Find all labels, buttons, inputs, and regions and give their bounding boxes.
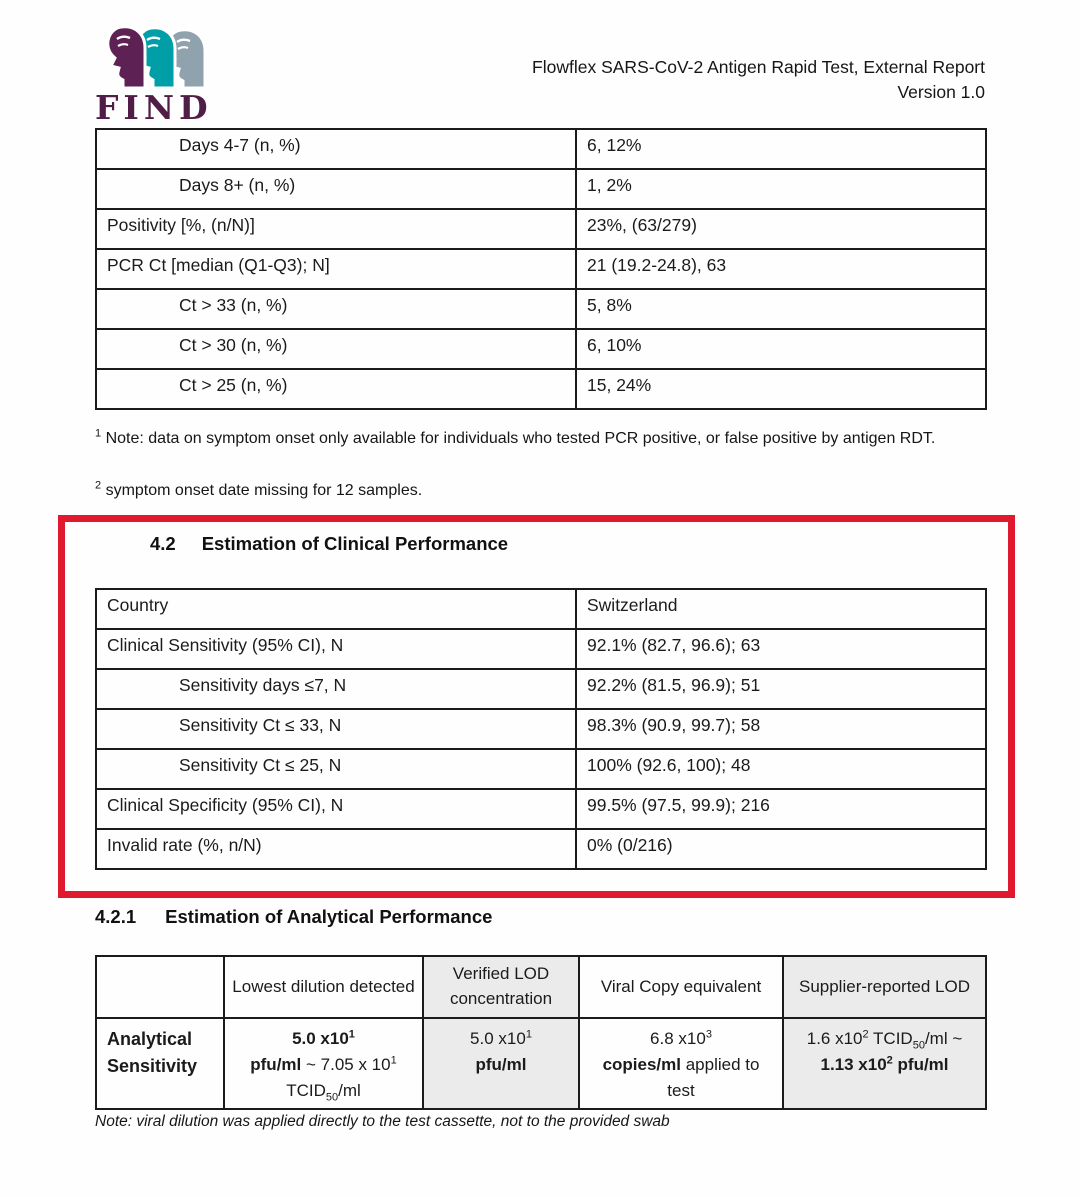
row-label: Country [96,589,576,629]
table-row [96,709,986,749]
row-label: Sensitivity days ≤7, N [96,669,576,709]
table-row [96,169,986,209]
section-title: Estimation of Clinical Performance [201,533,509,554]
row-label: Ct > 25 (n, %) [96,369,576,409]
table-row [96,369,986,409]
header-cell-empty [96,956,224,1018]
footnote-marker: 1 [95,427,102,440]
row-value: 92.2% (81.5, 96.9); 51 [576,669,986,709]
row-label: Positivity [%, (n/N)] [96,209,576,249]
row-label: PCR Ct [median (Q1-Q3); N] [96,249,576,289]
footnote-2 [95,480,957,502]
header-cell-verified-lod: Verified LOD concentration [423,956,579,1018]
row-value: 92.1% (82.7, 96.6); 63 [576,629,986,669]
row-value: 23%, (63/279) [576,209,986,249]
row-label: Days 4-7 (n, %) [96,129,576,169]
find-logo-text: FIND [95,88,213,127]
footnote-text: Note: data on symptom onset only available for individuals who tested PCR positive, or false positive by antigen RDT. [105,430,936,447]
section-title: Estimation of Analytical Performance [165,906,493,927]
table-row [96,289,986,329]
header-cell-lowest-dilution: Lowest dilution detected [224,956,423,1018]
row-value: 98.3% (90.9, 99.7); 58 [576,709,986,749]
row-label: Clinical Specificity (95% CI), N [96,789,576,829]
header-cell-viral-copy: Viral Copy equivalent [579,956,783,1018]
row-label: Clinical Sensitivity (95% CI), N [96,629,576,669]
cell-verified-lod-value: 5.0 $x10^1$ pfu/ml [423,1018,579,1109]
document-title: Flowflex SARS-CoV-2 Antigen Rapid Test, External Report [532,57,985,77]
footnote-1 [95,428,957,450]
find-faces-icon [95,26,233,88]
cell-supplier-lod-value: 1.6 $x10^2$ $TCID_{50}/ml$ ~ 1.13 $x10^2$ pfu/ml [783,1018,986,1109]
row-value: Switzerland [576,589,986,629]
section-heading-4-2 [150,533,508,555]
cell-lowest-dilution-value: 5.0 $x10^1$ pfu/ml ~ 7.05 x $10^1$ $TCID_{50}/ml$ [224,1018,423,1109]
analytical-data-row [96,1018,986,1109]
section-number: 4.2 [150,533,176,554]
row-label: Days 8+ (n, %) [96,169,576,209]
row-value: 21 (19.2-24.8), 63 [576,249,986,289]
footnote-text: symptom onset date missing for 12 samples. [105,482,423,499]
row-value: 0% (0/216) [576,829,986,869]
analytical-performance-table [95,955,987,1110]
analytical-sensitivity-label: Analytical Sensitivity [96,1018,224,1109]
row-value: 6, 10% [576,329,986,369]
table-row [96,749,986,789]
row-value: 1, 2% [576,169,986,209]
section-number: 4.2.1 [95,906,137,927]
document-version: Version 1.0 [897,81,985,102]
section-heading-4-2-1 [95,906,492,928]
row-value: 100% (92.6, 100); 48 [576,749,986,789]
row-value: 99.5% (97.5, 99.9); 216 [576,789,986,829]
table-row [96,829,986,869]
table-row [96,209,986,249]
header-cell-supplier-lod: Supplier-reported LOD [783,956,986,1018]
cell-viral-copy-value: 6.8 $x10^3$ copies/ml applied to test [579,1018,783,1109]
clinical-performance-table [95,588,987,870]
table-row [96,589,986,629]
table-row [96,329,986,369]
table-row [96,629,986,669]
row-value: 15, 24% [576,369,986,409]
footnote-marker: 2 [95,479,102,492]
table-row [96,669,986,709]
table-row [96,129,986,169]
symptom-pcr-table [95,128,987,410]
row-label: Invalid rate (%, n/N) [96,829,576,869]
row-value: 6, 12% [576,129,986,169]
document-title-block [532,55,985,105]
row-label: Ct > 30 (n, %) [96,329,576,369]
row-value: 5, 8% [576,289,986,329]
row-label: Ct > 33 (n, %) [96,289,576,329]
table-row [96,789,986,829]
row-label: Sensitivity Ct ≤ 25, N [96,749,576,789]
analytical-note: Note: viral dilution was applied directly to the test cassette, not to the provided swab [95,1113,670,1130]
table-row [96,249,986,289]
row-label: Sensitivity Ct ≤ 33, N [96,709,576,749]
analytical-header-row [96,956,986,1018]
find-logo [95,26,255,127]
